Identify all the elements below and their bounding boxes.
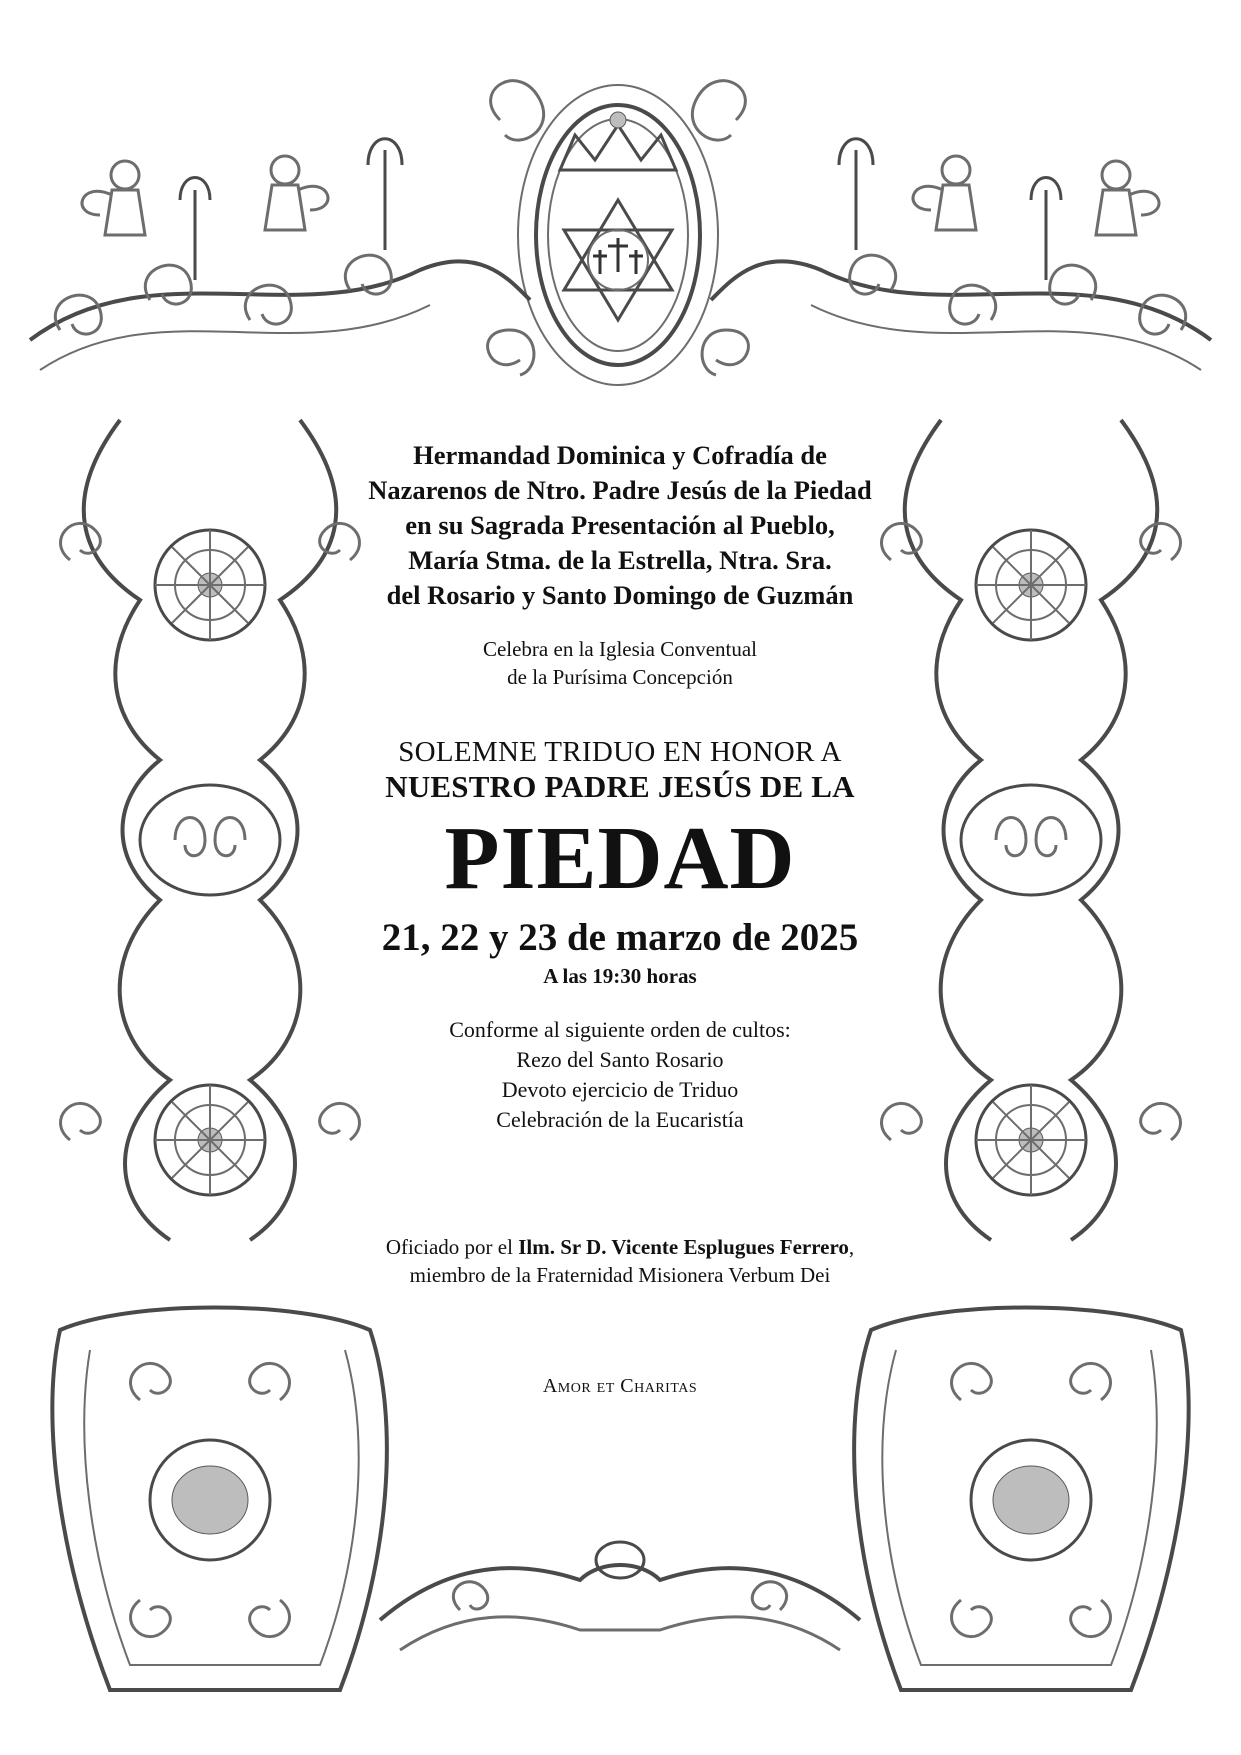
brotherhood-line: Nazarenos de Ntro. Padre Jesús de la Piedad xyxy=(368,475,872,505)
venue-line: Celebra en la Iglesia Conventual xyxy=(482,637,758,661)
angel-icon xyxy=(913,156,976,230)
order-of-worship xyxy=(300,1015,940,1135)
order-heading: Conforme al siguiente orden de cultos: xyxy=(449,1017,791,1042)
crown-icon xyxy=(560,125,676,170)
invitation-text-block xyxy=(300,438,940,1399)
main-title: PIEDAD xyxy=(444,809,796,908)
three-crosses-icon xyxy=(593,238,643,274)
frame-bottom-arch xyxy=(380,1542,860,1650)
angel-icon xyxy=(82,161,145,235)
brotherhood-line: del Rosario y Santo Domingo de Guzmán xyxy=(386,580,854,610)
event-dates: 21, 22 y 23 de marzo de 2025 xyxy=(381,916,859,959)
rosette-icon xyxy=(155,1085,265,1195)
frame-top-crest xyxy=(488,81,749,385)
triduo-subject: NUESTRO PADRE JESÚS DE LA xyxy=(385,769,855,804)
order-item: Rezo del Santo Rosario xyxy=(516,1047,724,1072)
brotherhood-line: Hermandad Dominica y Cofradía de xyxy=(413,440,827,470)
officiant-suffix: , xyxy=(848,1235,855,1259)
rosette-icon xyxy=(155,530,265,640)
brotherhood-line: María Stma. de la Estrella, Ntra. Sra. xyxy=(408,545,832,575)
order-item: Celebración de la Eucaristía xyxy=(496,1107,744,1132)
frame-top-arch xyxy=(30,139,1211,370)
angel-icon xyxy=(265,156,328,230)
angel-icon xyxy=(1096,161,1159,235)
medallion-icon xyxy=(961,785,1101,895)
angel-figures xyxy=(82,156,1159,235)
triduo-intro: SOLEMNE TRIDUO EN HONOR A xyxy=(398,736,842,768)
venue xyxy=(300,635,940,691)
medallion-icon xyxy=(140,785,280,895)
order-item: Devoto ejercicio de Triduo xyxy=(501,1077,739,1102)
motto: Amor et Charitas xyxy=(542,1375,698,1397)
officiant xyxy=(300,1233,940,1289)
officiant-affiliation: miembro de la Fraternidad Misionera Verbum Dei xyxy=(409,1263,831,1287)
venue-line: de la Purísima Concepción xyxy=(507,665,733,689)
officiant-prefix: Oficiado por el xyxy=(385,1235,519,1259)
event-time: A las 19:30 horas xyxy=(543,964,697,988)
rosette-icon xyxy=(976,530,1086,640)
officiant-name: Ilm. Sr D. Vicente Esplugues Ferrero xyxy=(518,1235,849,1259)
brotherhood-name xyxy=(300,438,940,613)
rosette-icon xyxy=(976,1085,1086,1195)
officiant-line xyxy=(300,1233,940,1261)
brotherhood-line: en su Sagrada Presentación al Pueblo, xyxy=(405,510,835,540)
